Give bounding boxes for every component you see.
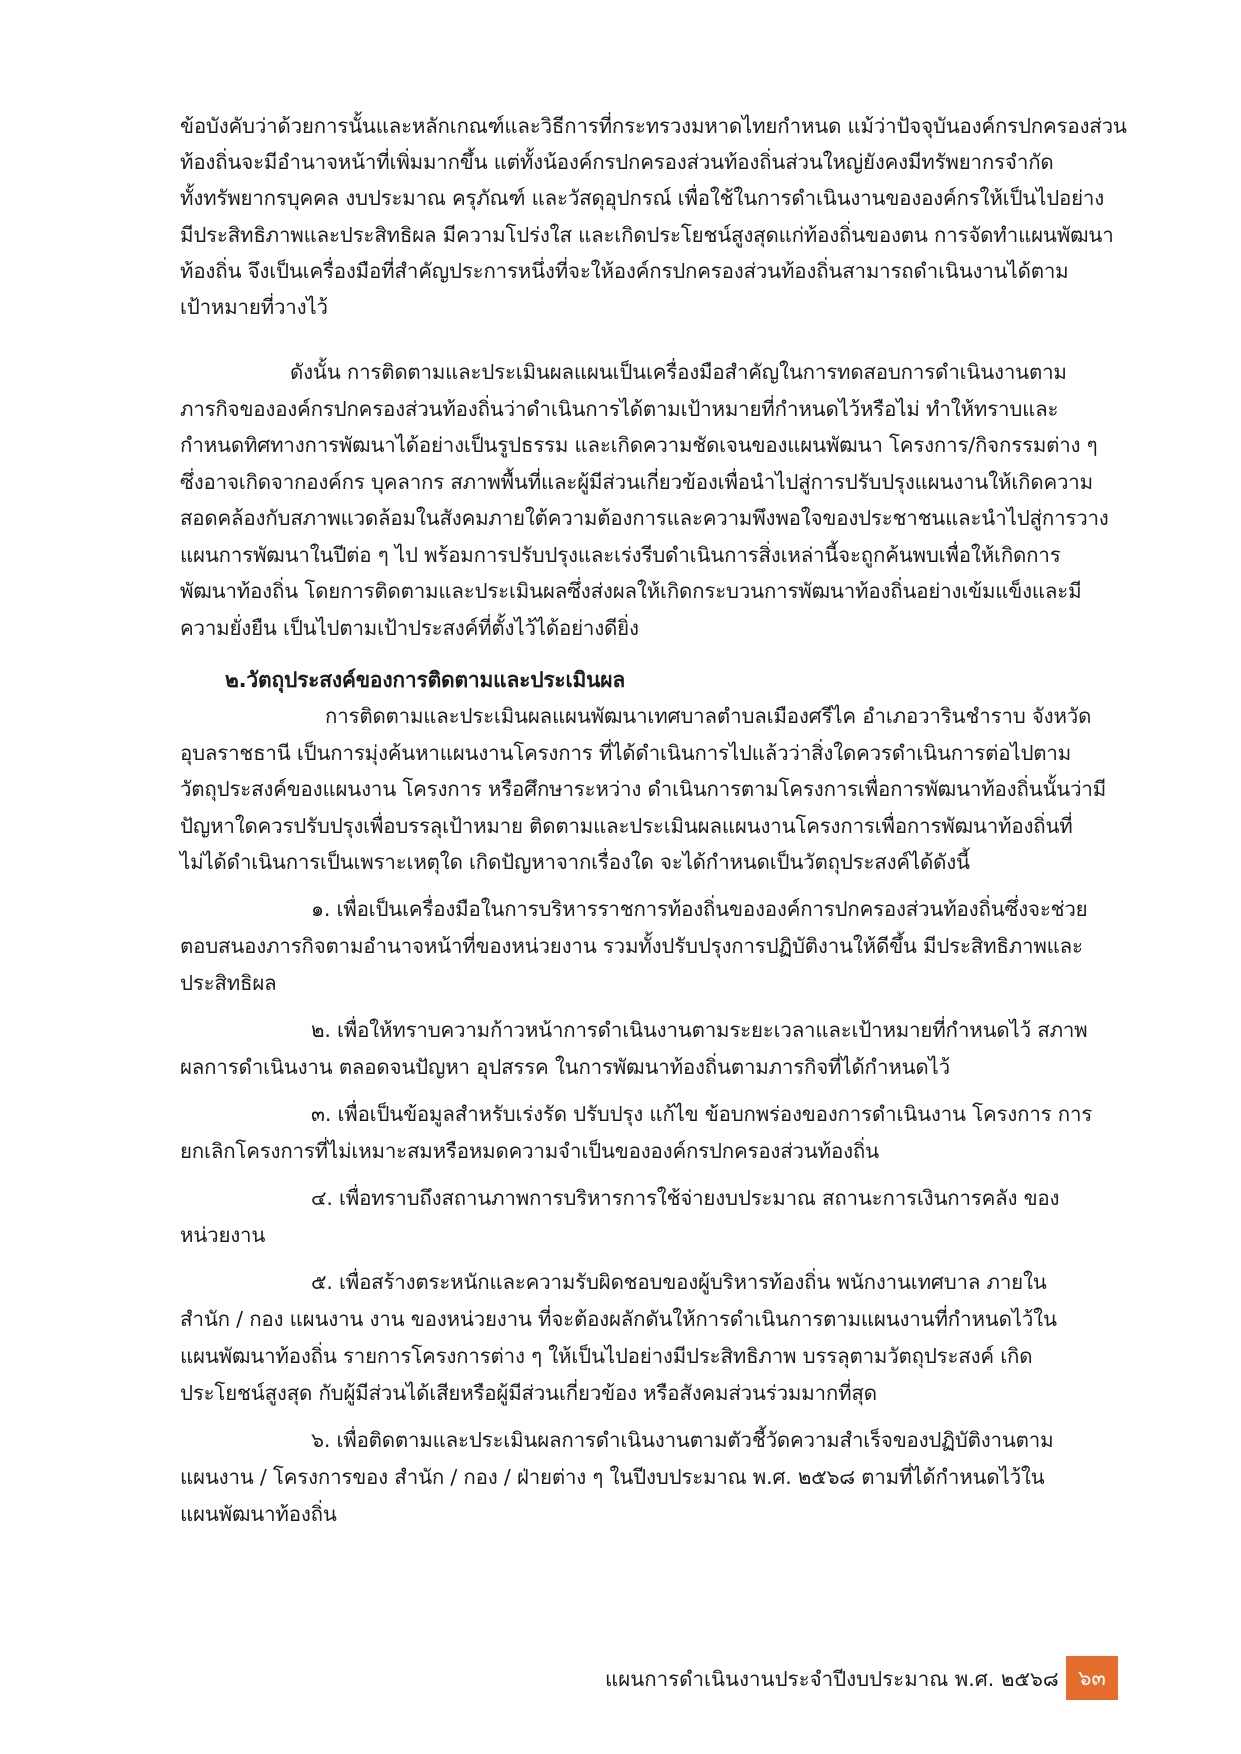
footer-title: แผนการดำเนินงานประจำปีงบประมาณ พ.ศ. ๒๕๖๘ (605, 1667, 1059, 1691)
list-item-1: ๑. เพื่อเป็นเครื่องมือในการบริหารราชการท้องถิ่นขององค์การปกครองส่วนท้องถิ่นซึ่งจะช่วย (311, 897, 1088, 921)
body-line: เป้าหมายที่วางไว้ (180, 295, 328, 319)
body-line: ภารกิจขององค์กรปกครองส่วนท้องถิ่นว่าดำเนินการได้ตามเป้าหมายที่กำหนดไว้หรือไม่ ทำให้ทราบและ (180, 397, 1059, 421)
body-line: ประสิทธิผล (180, 971, 277, 995)
body-line: กำหนดทิศทางการพัฒนาได้อย่างเป็นรูปธรรม และเกิดความชัดเจนของแผนพัฒนา โครงการ/กิจกรรมต่าง ๆ (180, 433, 1098, 457)
page-number-badge: ๖๓ (1066, 1656, 1118, 1700)
body-line: ข้อบังคับว่าด้วยการนั้นและหลักเกณฑ์และวิธีการที่กระทรวงมหาดไทยกำหนด แม้ว่าปัจจุบันองค์กรปกครองส่วน (180, 114, 1127, 138)
body-line: แผนพัฒนาท้องถิ่น รายการโครงการต่าง ๆ ให้เป็นไปอย่างมีประสิทธิภาพ บรรลุตามวัตถุประสงค์ เกิด (180, 1344, 1033, 1368)
body-line: แผนพัฒนาท้องถิ่น (180, 1502, 337, 1526)
body-line: ตอบสนองภารกิจตามอำนาจหน้าที่ของหน่วยงาน รวมทั้งปรับปรุงการปฏิบัติงานให้ดีขึ้น มีประสิทธิภาพและ (180, 934, 1083, 958)
body-line: ทั้งทรัพยากรบุคคล งบประมาณ ครุภัณฑ์ และวัสดุอุปกรณ์ เพื่อใช้ในการดำเนินงานขององค์กรให้เป็นไปอย่าง (180, 186, 1105, 210)
body-line: อุบลราชธานี เป็นการมุ่งค้นหาแผนงานโครงการ ที่ได้ดำเนินการไปแล้วว่าสิ่งใดควรดำเนินการต่อไปตาม (180, 741, 1072, 765)
list-item-2: ๒. เพื่อให้ทราบความก้าวหน้าการดำเนินงานตามระยะเวลาและเป้าหมายที่กำหนดไว้ สภาพ (311, 1018, 1088, 1042)
body-line: ความยั่งยืน เป็นไปตามเป้าประสงค์ที่ตั้งไว้ได้อย่างดียิ่ง (180, 616, 639, 640)
body-line: ไม่ได้ดำเนินการเป็นเพราะเหตุใด เกิดปัญหาจากเรื่องใด จะได้กำหนดเป็นวัตถุประสงค์ได้ดังนี้ (180, 850, 970, 874)
list-item-3: ๓. เพื่อเป็นข้อมูลสำหรับเร่งรัด ปรับปรุง แก้ไข ข้อบกพร่องของการดำเนินงาน โครงการ การ (311, 1102, 1093, 1126)
body-line: แผนการพัฒนาในปีต่อ ๆ ไป พร้อมการปรับปรุงและเร่งรีบดำเนินการสิ่งเหล่านี้จะถูกค้นพบเพื่อให้เกิดการ (180, 543, 1061, 567)
body-line: สอดคล้องกับสภาพแวดล้อมในสังคมภายใต้ความต้องการและความพึงพอใจของประชาชนและนำไปสู่การวาง (180, 506, 1109, 530)
paragraph-first-line: การติดตามและประเมินผลแผนพัฒนาเทศบาลตำบลเมืองศรีไค อำเภอวารินชำราบ จังหวัด (325, 704, 1092, 728)
list-item-6: ๖. เพื่อติดตามและประเมินผลการดำเนินงานตามตัวชี้วัดความสำเร็จของปฏิบัติงานตาม (311, 1428, 1054, 1452)
body-line: พัฒนาท้องถิ่น โดยการติดตามและประเมินผลซึ่งส่งผลให้เกิดกระบวนการพัฒนาท้องถิ่นอย่างเข้มแข็งและมี (180, 579, 1082, 603)
body-line: มีประสิทธิภาพและประสิทธิผล มีความโปร่งใส และเกิดประโยชน์สูงสุดแก่ท้องถิ่นของตน การจัดทำแผนพัฒนา (180, 223, 1114, 247)
body-line: ท้องถิ่น จึงเป็นเครื่องมือที่สำคัญประการหนึ่งที่จะให้องค์กรปกครองส่วนท้องถิ่นสามารถดำเนินงานได้ตาม (180, 259, 1069, 283)
list-item-5: ๕. เพื่อสร้างตระหนักและความรับผิดชอบของผู้บริหารท้องถิ่น พนักงานเทศบาล ภายใน (311, 1270, 1047, 1294)
body-line: ประโยชน์สูงสุด กับผู้มีส่วนได้เสียหรือผู้มีส่วนเกี่ยวข้อง หรือสังคมส่วนร่วมมากที่สุด (180, 1381, 877, 1405)
body-line: ท้องถิ่นจะมีอำนาจหน้าที่เพิ่มมากขึ้น แต่ทั้งน้องค์กรปกครองส่วนท้องถิ่นส่วนใหญ่ยังคงมีทรัพยากรจำกัด (180, 150, 1054, 174)
body-line: สำนัก / กอง แผนงาน งาน ของหน่วยงาน ที่จะต้องผลักดันให้การดำเนินการตามแผนงานที่กำหนดไว้ใน (180, 1307, 1057, 1331)
body-line: ปัญหาใดควรปรับปรุงเพื่อบรรลุเป้าหมาย ติดตามและประเมินผลแผนงานโครงการเพื่อการพัฒนาท้องถิ่นที่ (180, 814, 1073, 838)
body-line: ซึ่งอาจเกิดจากองค์กร บุคลากร สภาพพื้นที่และผู้มีส่วนเกี่ยวข้องเพื่อนำไปสู่การปรับปรุงแผนงานให้เกิดความ (180, 470, 1093, 494)
body-line: หน่วยงาน (180, 1223, 266, 1247)
section-heading: ๒.วัตถุประสงค์ของการติดตามและประเมินผล (225, 668, 626, 692)
body-line: ผลการดำเนินงาน ตลอดจนปัญหา อุปสรรค ในการพัฒนาท้องถิ่นตามภารกิจที่ได้กำหนดไว้ (180, 1055, 950, 1079)
body-line: ยกเลิกโครงการที่ไม่เหมาะสมหรือหมดความจำเป็นขององค์กรปกครองส่วนท้องถิ่น (180, 1139, 879, 1163)
paragraph-first-line: ดังนั้น การติดตามและประเมินผลแผนเป็นเครื่องมือสำคัญในการทดสอบการดำเนินงานตาม (290, 360, 1067, 384)
body-line: วัตถุประสงค์ของแผนงาน โครงการ หรือศึกษาระหว่าง ดำเนินการตามโครงการเพื่อการพัฒนาท้องถิ่นนั้นว่ามี (180, 777, 1107, 801)
body-line: แผนงาน / โครงการของ สำนัก / กอง / ฝ่ายต่าง ๆ ในปีงบประมาณ พ.ศ. ๒๕๖๘ ตามที่ได้กำหนดไว้ใน (180, 1465, 1045, 1489)
list-item-4: ๔. เพื่อทราบถึงสถานภาพการบริหารการใช้จ่ายงบประมาณ สถานะการเงินการคลัง ของ (311, 1186, 1060, 1210)
